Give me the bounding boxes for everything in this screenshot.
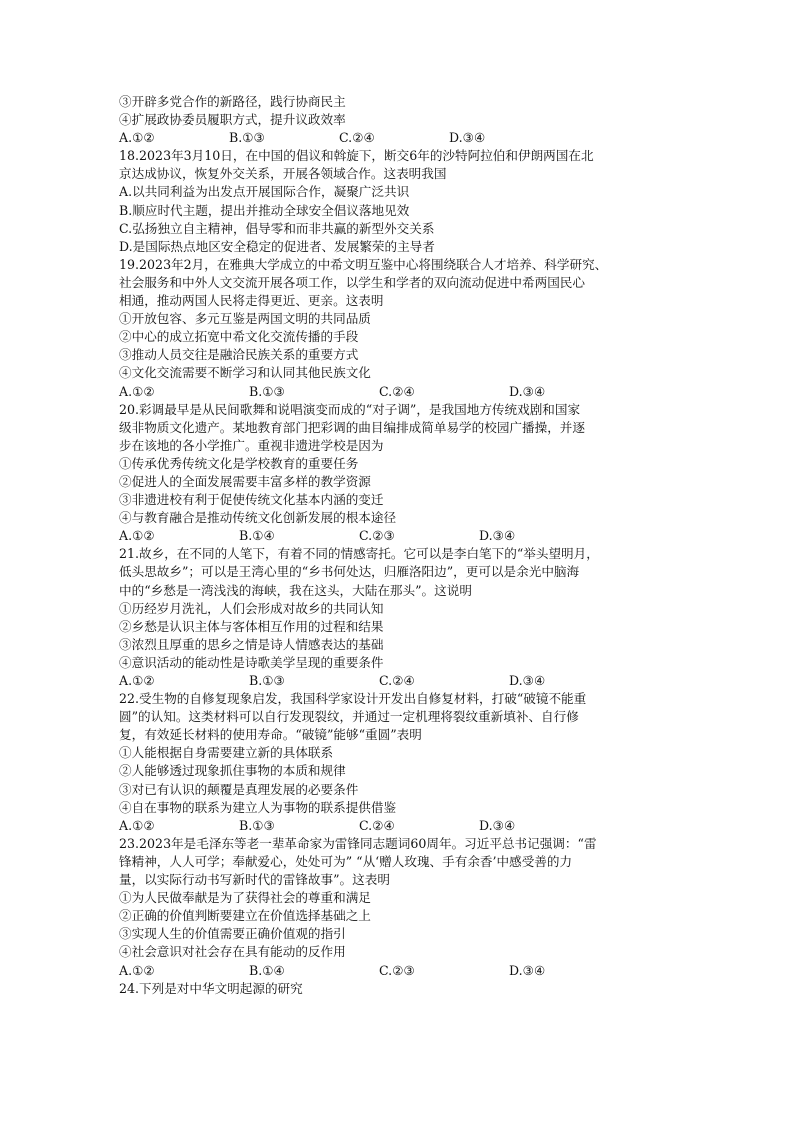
- q23-item: ④社会意识对社会存在具有能动的反作用: [119, 944, 346, 960]
- q23-stem: 量，以实际行动书写新时代的雷锋故事”。这表明: [119, 872, 390, 888]
- q17-tail: [119, 93, 693, 147]
- question-24: [119, 980, 693, 998]
- q18-stem: 京达成协议，恢复外交关系，开展各领域合作。这表明我国: [119, 166, 447, 182]
- q18-option-c[interactable]: C.弘扬独立自主精神，倡导零和而非共赢的新型外交关系: [119, 220, 435, 236]
- option-c[interactable]: C.②④: [379, 673, 415, 688]
- question-20: [119, 401, 693, 546]
- q21-stem: 21.故乡，在不同的人笔下，有着不同的情感寄托。它可以是李白笔下的“举头望明月，: [119, 546, 599, 562]
- q22-item: ④自在事物的联系为建立人为事物的联系提供借鉴: [119, 799, 397, 815]
- q20-item: ③非遗进校有利于促使传统文化基本内涵的变迁: [119, 492, 384, 508]
- q23-options: [119, 962, 693, 980]
- option-d[interactable]: D.③④: [509, 383, 546, 399]
- option-b[interactable]: B.①④: [249, 962, 285, 978]
- q23-item: ③实现人生的价值需要正确价值观的指引: [119, 926, 346, 942]
- q20-item: ④与教育融合是推动传统文化创新发展的根本途径: [119, 510, 397, 526]
- option-b[interactable]: B.①③: [239, 817, 275, 833]
- option-d[interactable]: D.③④: [479, 817, 516, 833]
- option-a[interactable]: A.①②: [119, 673, 155, 688]
- q21-stem: 低头思故乡”；可以是王湾心里的“乡书何处达，归雁洛阳边”，更可以是余光中脑海: [119, 564, 580, 580]
- option-c[interactable]: C.②④: [359, 817, 395, 833]
- q17-options: [119, 129, 693, 147]
- q19-stem: 社会服务和中外人文交流开展各项工作，以学生和学者的双向流动促进中希两国民心: [119, 274, 585, 290]
- q19-item: ④文化交流需要不断学习和认同其他民族文化: [119, 365, 371, 381]
- option-c[interactable]: C.②③: [359, 528, 395, 544]
- option-b[interactable]: B.①③: [249, 383, 285, 399]
- question-21: [119, 545, 693, 690]
- option-b[interactable]: B.①④: [239, 528, 275, 544]
- q19-item: ②中心的成立拓宽中希文化交流传播的手段: [119, 329, 359, 345]
- q17-item: ④扩展政协委员履职方式，提升议政效率: [119, 112, 346, 128]
- q20-stem: 级非物质文化遗产。某地教育部门把彩调的曲目编排成简单易学的校园广播操，并逐: [119, 419, 585, 435]
- option-a[interactable]: A.①②: [119, 817, 155, 833]
- q18-option-d[interactable]: D.是国际热点地区安全稳定的促进者、发展繁荣的主导者: [119, 238, 435, 254]
- q22-item: ②人能够透过现象抓住事物的本质和规律: [119, 763, 346, 779]
- option-c[interactable]: C.②③: [379, 962, 415, 978]
- q20-stem: 步在该地的各小学推广。重视非遗进学校是因为: [119, 437, 384, 453]
- question-19: [119, 256, 693, 401]
- option-b[interactable]: B.①③: [229, 130, 265, 146]
- q18-stem: 18.2023年3月10日，在中国的倡议和斡旋下，断交6年的沙特阿拉伯和伊朗两国在北: [119, 148, 594, 164]
- q20-options: [119, 527, 693, 545]
- q22-stem: 圆”的认知。这类材料可以自行发现裂纹，并通过一定机理将裂纹重新填补、自行修: [119, 709, 579, 725]
- question-22: [119, 690, 693, 835]
- option-d[interactable]: D.③④: [449, 130, 486, 146]
- q19-item: ①开放包容、多元互鉴是两国文明的共同品质: [119, 311, 371, 327]
- q22-stem: 22.受生物的自修复现象启发，我国科学家设计开发出自修复材料，打破“破镜不能重: [119, 691, 587, 707]
- q21-stem: 中的“乡愁是一湾浅浅的海峡，我在这头，大陆在那头”。这说明: [119, 582, 472, 598]
- q19-stem: 相通，推动两国人民将走得更近、更亲。这表明: [119, 293, 384, 309]
- q21-options: [119, 672, 693, 690]
- q22-stem: 复，有效延长材料的使用寿命。“破镜”能够“重圆”表明: [119, 727, 422, 743]
- q17-item: ③开辟多党合作的新路径，践行协商民主: [119, 94, 346, 109]
- option-b[interactable]: B.①③: [249, 673, 285, 688]
- question-18: [119, 147, 693, 256]
- option-a[interactable]: A.①②: [119, 383, 155, 399]
- q22-item: ①人能根据自身需要建立新的具体联系: [119, 745, 334, 761]
- q23-item: ②正确的价值判断要建立在价值选择基础之上: [119, 908, 371, 924]
- q18-option-b[interactable]: B.顺应时代主题，提出并推动全球安全倡议落地见效: [119, 202, 410, 218]
- option-a[interactable]: A.①②: [119, 130, 155, 146]
- question-23: [119, 835, 693, 980]
- option-d[interactable]: D.③④: [509, 673, 546, 688]
- option-c[interactable]: C.②④: [339, 130, 375, 146]
- q19-options: [119, 383, 693, 401]
- q20-item: ①传承优秀传统文化是学校教育的重要任务: [119, 455, 359, 471]
- option-d[interactable]: D.③④: [479, 528, 516, 544]
- option-c[interactable]: C.②④: [379, 383, 415, 399]
- q23-stem: 锋精神，人人可学；奉献爱心，处处可为” “从‘赠人玫瑰、手有余香’中感受善的力: [119, 853, 573, 869]
- option-a[interactable]: A.①②: [119, 962, 155, 978]
- q19-item: ③推动人员交往是融洽民族关系的重要方式: [119, 347, 359, 363]
- q23-item: ①为人民做奉献是为了获得社会的尊重和满足: [119, 890, 371, 906]
- q21-item: ④意识活动的能动性是诗歌美学呈现的重要条件: [119, 654, 384, 670]
- q21-item: ③浓烈且厚重的思乡之情是诗人情感表达的基础: [119, 636, 384, 652]
- q19-stem: 19.2023年2月，在雅典大学成立的中希文明互鉴中心将围绕联合人才培养、科学研究、: [119, 256, 608, 272]
- q23-stem: 23.2023年是毛泽东等老一辈革命家为雷锋同志题词60周年。习近平总书记强调：“雷: [119, 835, 597, 851]
- q22-item: ③对已有认识的颠覆是真理发展的必要条件: [119, 781, 359, 797]
- q20-item: ②促进人的全面发展需要丰富多样的教学资源: [119, 473, 371, 489]
- q21-item: ②乡愁是认识主体与客体相互作用的过程和结果: [119, 618, 384, 634]
- q24-stem: 24.下列是对中华文明起源的研究: [119, 980, 303, 996]
- q18-option-a[interactable]: A.以共同利益为出发点开展国际合作，凝聚广泛共识: [119, 184, 410, 200]
- q21-item: ①历经岁月洗礼，人们会形成对故乡的共同认知: [119, 600, 384, 616]
- q20-stem: 20.彩调最早是从民间歌舞和说唱演变而成的“对子调”，是我国地方传统戏剧和国家: [119, 401, 581, 417]
- q22-options: [119, 817, 693, 835]
- option-d[interactable]: D.③④: [509, 962, 546, 978]
- option-a[interactable]: A.①②: [119, 528, 155, 544]
